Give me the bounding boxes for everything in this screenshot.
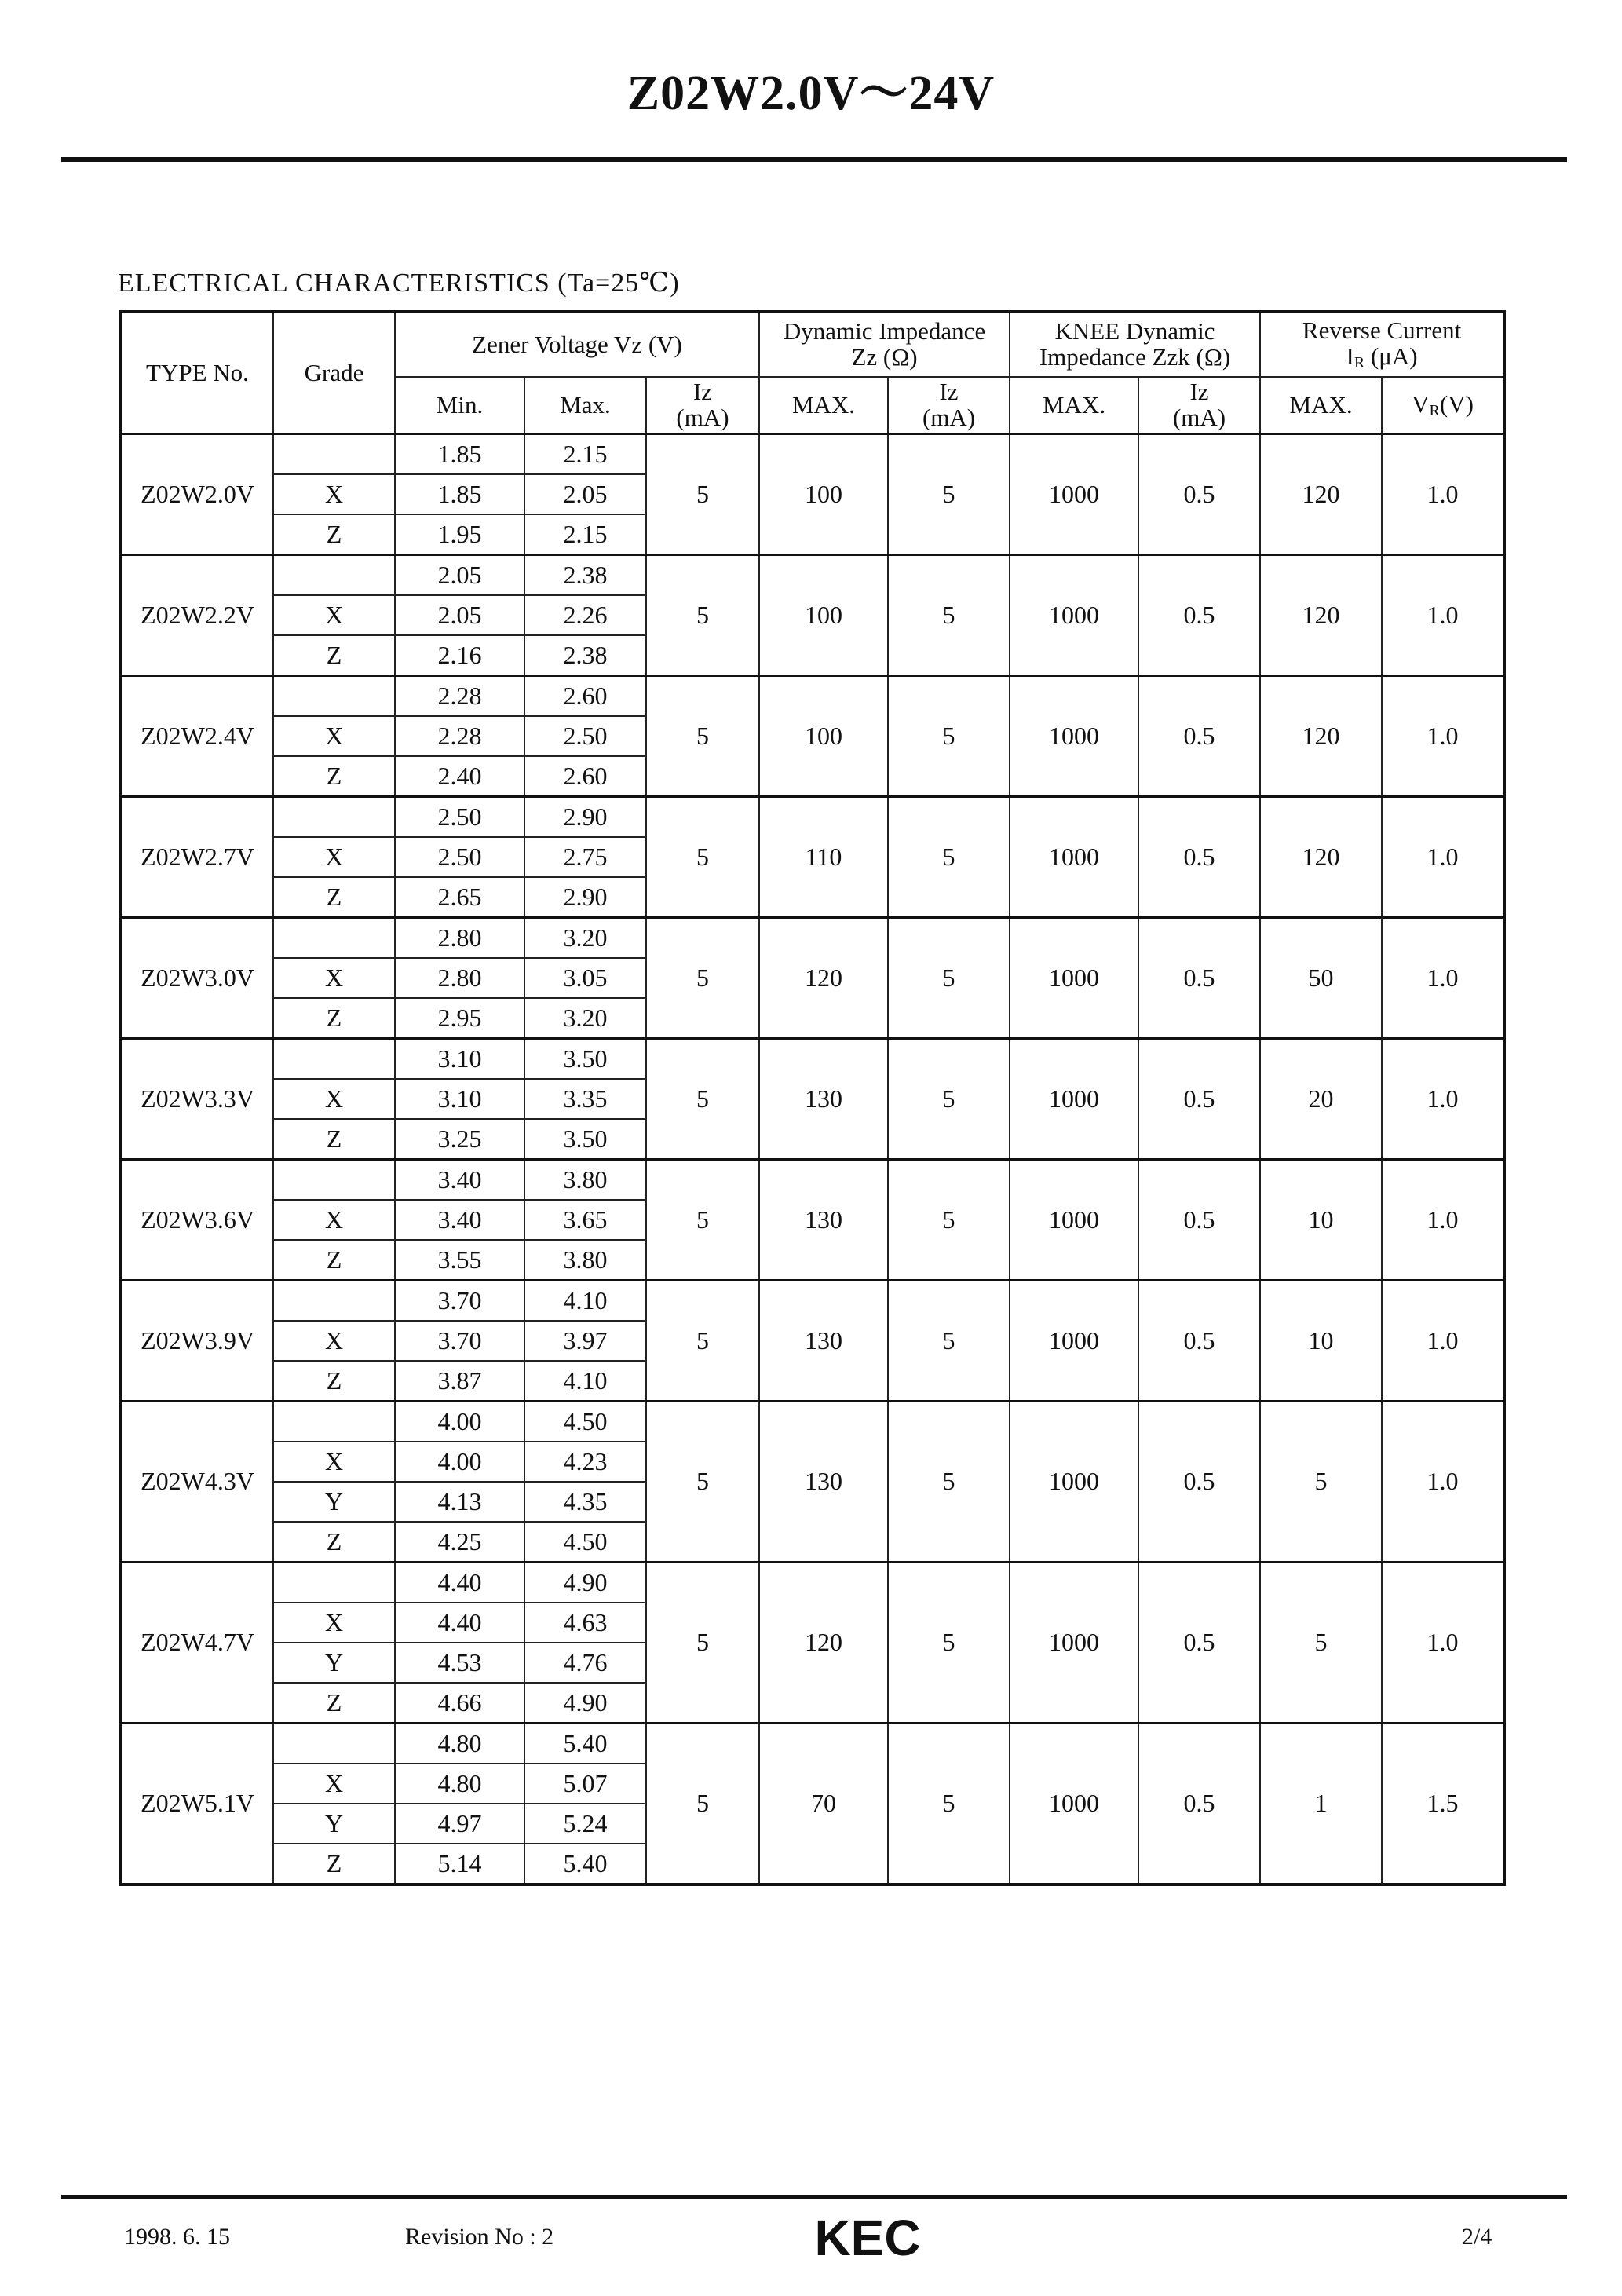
vz-max-cell: 3.05	[524, 958, 646, 998]
zzk-max-cell: 1000	[1010, 434, 1138, 555]
zzk-iz-cell: 0.5	[1138, 1563, 1260, 1724]
zzk-max-cell: 1000	[1010, 555, 1138, 676]
vz-min-cell: 4.66	[395, 1683, 524, 1724]
vz-min-cell: 2.50	[395, 797, 524, 838]
vz-max-cell: 3.20	[524, 998, 646, 1039]
table-row	[121, 1724, 1504, 1764]
vr-cell: 1.0	[1382, 434, 1504, 555]
type-no-cell: Z02W2.4V	[121, 676, 273, 797]
vz-max-cell: 4.10	[524, 1281, 646, 1322]
vr-cell: 1.0	[1382, 1563, 1504, 1724]
table-row	[121, 918, 1504, 959]
vz-min-cell: 5.14	[395, 1844, 524, 1885]
vz-max-cell: 2.38	[524, 555, 646, 596]
vz-max-cell: 5.40	[524, 1724, 646, 1764]
zz-iz-cell: 5	[888, 1160, 1010, 1281]
vz-max-cell: 4.50	[524, 1402, 646, 1442]
header-zzk-iz: Iz (mA)	[1138, 377, 1260, 434]
zz-max-cell: 70	[759, 1724, 888, 1885]
vz-min-cell: 2.40	[395, 756, 524, 797]
ir-max-cell: 10	[1260, 1281, 1382, 1402]
grade-cell: Z	[273, 1522, 395, 1563]
vz-max-cell: 3.20	[524, 918, 646, 959]
table-row	[121, 797, 1504, 838]
grade-cell: Z	[273, 756, 395, 797]
grade-cell: Z	[273, 998, 395, 1039]
grade-cell: Y	[273, 1643, 395, 1683]
zzk-max-cell: 1000	[1010, 1402, 1138, 1563]
vr-cell: 1.0	[1382, 1402, 1504, 1563]
electrical-characteristics-table	[119, 310, 1506, 1886]
zz-max-cell: 110	[759, 797, 888, 918]
grade-cell: X	[273, 474, 395, 514]
vz-min-cell: 1.85	[395, 474, 524, 514]
zz-iz-cell: 5	[888, 434, 1010, 555]
zzk-max-cell: 1000	[1010, 797, 1138, 918]
zzk-iz-cell: 0.5	[1138, 797, 1260, 918]
zzk-max-cell: 1000	[1010, 1039, 1138, 1160]
table-row	[121, 1563, 1504, 1603]
kec-logo-text: KEC	[814, 2211, 921, 2263]
vz-iz-cell: 5	[646, 555, 759, 676]
type-no-cell: Z02W2.0V	[121, 434, 273, 555]
zz-iz-cell: 5	[888, 555, 1010, 676]
vz-min-cell: 2.05	[395, 595, 524, 635]
vr-cell: 1.0	[1382, 1160, 1504, 1281]
vz-min-cell: 4.25	[395, 1522, 524, 1563]
zz-max-cell: 130	[759, 1160, 888, 1281]
header-reverse-line2: $I_R$ (μA)	[1346, 342, 1418, 371]
grade-cell: X	[273, 595, 395, 635]
header-reverse-line1: Reverse Current	[1302, 316, 1462, 345]
zz-max-cell: 120	[759, 918, 888, 1039]
type-no-cell: Z02W3.9V	[121, 1281, 273, 1402]
header-reverse-current	[1260, 312, 1504, 377]
grade-cell: Y	[273, 1482, 395, 1522]
grade-cell: X	[273, 1200, 395, 1240]
grade-cell	[273, 676, 395, 717]
vz-max-cell: 2.50	[524, 716, 646, 756]
grade-cell: Z	[273, 514, 395, 555]
grade-cell	[273, 797, 395, 838]
vz-min-cell: 2.28	[395, 676, 524, 717]
vz-max-cell: 4.35	[524, 1482, 646, 1522]
zzk-iz-cell: 0.5	[1138, 1281, 1260, 1402]
header-grade: Grade	[273, 312, 395, 434]
vz-min-cell: 3.10	[395, 1079, 524, 1119]
vz-min-cell: 1.85	[395, 434, 524, 475]
vz-min-cell: 4.00	[395, 1402, 524, 1442]
ir-max-cell: 120	[1260, 434, 1382, 555]
vz-min-cell: 3.40	[395, 1160, 524, 1201]
vz-min-cell: 2.05	[395, 555, 524, 596]
zzk-iz-cell: 0.5	[1138, 555, 1260, 676]
vz-max-cell: 2.60	[524, 676, 646, 717]
vz-min-cell: 2.50	[395, 837, 524, 877]
header-vz-iz: Iz (mA)	[646, 377, 759, 434]
vz-max-cell: 5.24	[524, 1804, 646, 1844]
vz-max-cell: 4.50	[524, 1522, 646, 1563]
vz-max-cell: 2.90	[524, 877, 646, 918]
type-no-cell: Z02W2.7V	[121, 797, 273, 918]
vz-iz-cell: 5	[646, 1281, 759, 1402]
zzk-max-cell: 1000	[1010, 1281, 1138, 1402]
table-row	[121, 1039, 1504, 1080]
header-zzk-max: MAX.	[1010, 377, 1138, 434]
vz-max-cell: 3.50	[524, 1039, 646, 1080]
grade-cell	[273, 555, 395, 596]
table-row	[121, 676, 1504, 717]
vr-cell: 1.0	[1382, 676, 1504, 797]
vz-min-cell: 2.16	[395, 635, 524, 676]
vz-max-cell: 4.90	[524, 1683, 646, 1724]
vz-iz-cell: 5	[646, 1563, 759, 1724]
vz-max-cell: 3.80	[524, 1240, 646, 1281]
vz-max-cell: 2.15	[524, 434, 646, 475]
zzk-iz-cell: 0.5	[1138, 434, 1260, 555]
vz-max-cell: 4.63	[524, 1603, 646, 1643]
zz-max-cell: 130	[759, 1039, 888, 1160]
vr-cell: 1.0	[1382, 1039, 1504, 1160]
vz-iz-cell: 5	[646, 1402, 759, 1563]
vz-min-cell: 3.70	[395, 1281, 524, 1322]
type-no-cell: Z02W4.7V	[121, 1563, 273, 1724]
document-title: Z02W2.0V～24V	[627, 67, 995, 120]
ir-max-cell: 1	[1260, 1724, 1382, 1885]
vz-iz-cell: 5	[646, 1039, 759, 1160]
type-no-cell: Z02W5.1V	[121, 1724, 273, 1885]
vz-max-cell: 5.40	[524, 1844, 646, 1885]
header-knee-line2: Impedance Zzk (Ω)	[1039, 343, 1231, 371]
section-caption: ELECTRICAL CHARACTERISTICS (Ta=25℃)	[118, 269, 680, 298]
header-knee-line1: KNEE Dynamic	[1054, 317, 1215, 345]
zzk-max-cell: 1000	[1010, 1563, 1138, 1724]
ir-max-cell: 120	[1260, 676, 1382, 797]
vz-iz-cell: 5	[646, 676, 759, 797]
vz-min-cell: 1.95	[395, 514, 524, 555]
grade-cell: X	[273, 716, 395, 756]
zz-max-cell: 100	[759, 555, 888, 676]
grade-cell	[273, 1402, 395, 1442]
vz-min-cell: 2.65	[395, 877, 524, 918]
vz-max-cell: 4.10	[524, 1361, 646, 1402]
vz-min-cell: 2.95	[395, 998, 524, 1039]
vz-max-cell: 2.05	[524, 474, 646, 514]
grade-cell: Z	[273, 635, 395, 676]
grade-cell	[273, 918, 395, 959]
zzk-iz-cell: 0.5	[1138, 1402, 1260, 1563]
header-dynamic-impedance-line2: Zz (Ω)	[851, 343, 918, 371]
zz-iz-cell: 5	[888, 1563, 1010, 1724]
header-vr: $V_R(V)$	[1382, 377, 1504, 434]
header-zz-iz: Iz (mA)	[888, 377, 1010, 434]
vz-max-cell: 4.76	[524, 1643, 646, 1683]
vz-iz-cell: 5	[646, 1160, 759, 1281]
grade-cell: Z	[273, 1683, 395, 1724]
grade-cell	[273, 1039, 395, 1080]
vz-iz-cell: 5	[646, 797, 759, 918]
grade-cell	[273, 434, 395, 475]
vz-min-cell: 3.40	[395, 1200, 524, 1240]
vz-max-cell: 3.50	[524, 1119, 646, 1160]
vz-iz-cell: 5	[646, 434, 759, 555]
table-row	[121, 434, 1504, 475]
grade-cell	[273, 1563, 395, 1603]
footer-revision: Revision No : 2	[405, 2224, 554, 2250]
vr-cell: 1.0	[1382, 1281, 1504, 1402]
zz-max-cell: 100	[759, 434, 888, 555]
header-ir-max: MAX.	[1260, 377, 1382, 434]
header-rule	[61, 157, 1567, 162]
type-no-cell: Z02W4.3V	[121, 1402, 273, 1563]
zz-max-cell: 120	[759, 1563, 888, 1724]
type-no-cell: Z02W3.6V	[121, 1160, 273, 1281]
header-zener-voltage: Zener Voltage Vz (V)	[395, 312, 759, 377]
vz-max-cell: 3.65	[524, 1200, 646, 1240]
zzk-iz-cell: 0.5	[1138, 918, 1260, 1039]
vz-min-cell: 3.25	[395, 1119, 524, 1160]
zz-iz-cell: 5	[888, 1724, 1010, 1885]
vr-cell: 1.5	[1382, 1724, 1504, 1885]
vz-min-cell: 4.97	[395, 1804, 524, 1844]
vz-max-cell: 5.07	[524, 1764, 646, 1804]
grade-cell: X	[273, 1764, 395, 1804]
table-body	[121, 434, 1504, 1885]
vz-min-cell: 3.87	[395, 1361, 524, 1402]
ir-max-cell: 120	[1260, 797, 1382, 918]
vz-max-cell: 4.90	[524, 1563, 646, 1603]
vz-min-cell: 4.53	[395, 1643, 524, 1683]
header-knee-impedance	[1010, 312, 1260, 377]
header-zz-max: MAX.	[759, 377, 888, 434]
vz-max-cell: 2.26	[524, 595, 646, 635]
header-min: Min.	[395, 377, 524, 434]
ir-max-cell: 120	[1260, 555, 1382, 676]
grade-cell: X	[273, 837, 395, 877]
footer-page-number: 2/4	[1462, 2224, 1492, 2250]
zzk-iz-cell: 0.5	[1138, 1039, 1260, 1160]
zzk-iz-cell: 0.5	[1138, 676, 1260, 797]
zz-max-cell: 100	[759, 676, 888, 797]
grade-cell: X	[273, 1079, 395, 1119]
vz-max-cell: 2.15	[524, 514, 646, 555]
zzk-iz-cell: 0.5	[1138, 1724, 1260, 1885]
zz-max-cell: 130	[759, 1402, 888, 1563]
grade-cell: Z	[273, 1844, 395, 1885]
grade-cell: X	[273, 1603, 395, 1643]
grade-cell	[273, 1160, 395, 1201]
vz-min-cell: 3.70	[395, 1321, 524, 1361]
grade-cell: Z	[273, 877, 395, 918]
ir-max-cell: 5	[1260, 1563, 1382, 1724]
header-dynamic-impedance-line1: Dynamic Impedance	[783, 317, 986, 345]
vz-min-cell: 3.10	[395, 1039, 524, 1080]
type-no-cell: Z02W3.0V	[121, 918, 273, 1039]
zz-iz-cell: 5	[888, 1039, 1010, 1160]
type-no-cell: Z02W2.2V	[121, 555, 273, 676]
ir-max-cell: 20	[1260, 1039, 1382, 1160]
vz-min-cell: 2.28	[395, 716, 524, 756]
header-dynamic-impedance	[759, 312, 1010, 377]
vz-min-cell: 2.80	[395, 958, 524, 998]
grade-cell: X	[273, 1321, 395, 1361]
vr-cell: 1.0	[1382, 797, 1504, 918]
ir-max-cell: 10	[1260, 1160, 1382, 1281]
type-no-cell: Z02W3.3V	[121, 1039, 273, 1160]
zz-iz-cell: 5	[888, 1281, 1010, 1402]
zz-iz-cell: 5	[888, 1402, 1010, 1563]
vz-max-cell: 3.97	[524, 1321, 646, 1361]
grade-cell: X	[273, 958, 395, 998]
grade-cell: Z	[273, 1361, 395, 1402]
footer-date: 1998. 6. 15	[124, 2224, 230, 2250]
ir-max-cell: 5	[1260, 1402, 1382, 1563]
zzk-iz-cell: 0.5	[1138, 1160, 1260, 1281]
vz-max-cell: 2.90	[524, 797, 646, 838]
zz-iz-cell: 5	[888, 676, 1010, 797]
grade-cell	[273, 1281, 395, 1322]
zzk-max-cell: 1000	[1010, 1724, 1138, 1885]
vz-max-cell: 4.23	[524, 1442, 646, 1482]
vz-min-cell: 4.40	[395, 1603, 524, 1643]
vz-max-cell: 2.60	[524, 756, 646, 797]
table-row	[121, 1281, 1504, 1322]
vz-max-cell: 3.35	[524, 1079, 646, 1119]
zzk-max-cell: 1000	[1010, 918, 1138, 1039]
vz-max-cell: 3.80	[524, 1160, 646, 1201]
header-max: Max.	[524, 377, 646, 434]
zzk-max-cell: 1000	[1010, 676, 1138, 797]
vz-min-cell: 4.80	[395, 1764, 524, 1804]
header-type-no: TYPE No.	[121, 312, 273, 434]
kec-logo	[801, 2211, 934, 2263]
grade-cell: Z	[273, 1240, 395, 1281]
vz-min-cell: 4.80	[395, 1724, 524, 1764]
vz-min-cell: 2.80	[395, 918, 524, 959]
zz-iz-cell: 5	[888, 918, 1010, 1039]
ir-max-cell: 50	[1260, 918, 1382, 1039]
vz-max-cell: 2.75	[524, 837, 646, 877]
grade-cell: Y	[273, 1804, 395, 1844]
zz-iz-cell: 5	[888, 797, 1010, 918]
vz-min-cell: 4.00	[395, 1442, 524, 1482]
vz-min-cell: 3.55	[395, 1240, 524, 1281]
vz-iz-cell: 5	[646, 1724, 759, 1885]
vr-cell: 1.0	[1382, 555, 1504, 676]
zz-max-cell: 130	[759, 1281, 888, 1402]
vz-iz-cell: 5	[646, 918, 759, 1039]
grade-cell: X	[273, 1442, 395, 1482]
grade-cell: Z	[273, 1119, 395, 1160]
table-row	[121, 1402, 1504, 1442]
vr-cell: 1.0	[1382, 918, 1504, 1039]
table-row	[121, 1160, 1504, 1201]
vz-max-cell: 2.38	[524, 635, 646, 676]
vz-min-cell: 4.13	[395, 1482, 524, 1522]
footer-rule	[61, 2195, 1567, 2199]
zzk-max-cell: 1000	[1010, 1160, 1138, 1281]
grade-cell	[273, 1724, 395, 1764]
vz-min-cell: 4.40	[395, 1563, 524, 1603]
table-row	[121, 555, 1504, 596]
